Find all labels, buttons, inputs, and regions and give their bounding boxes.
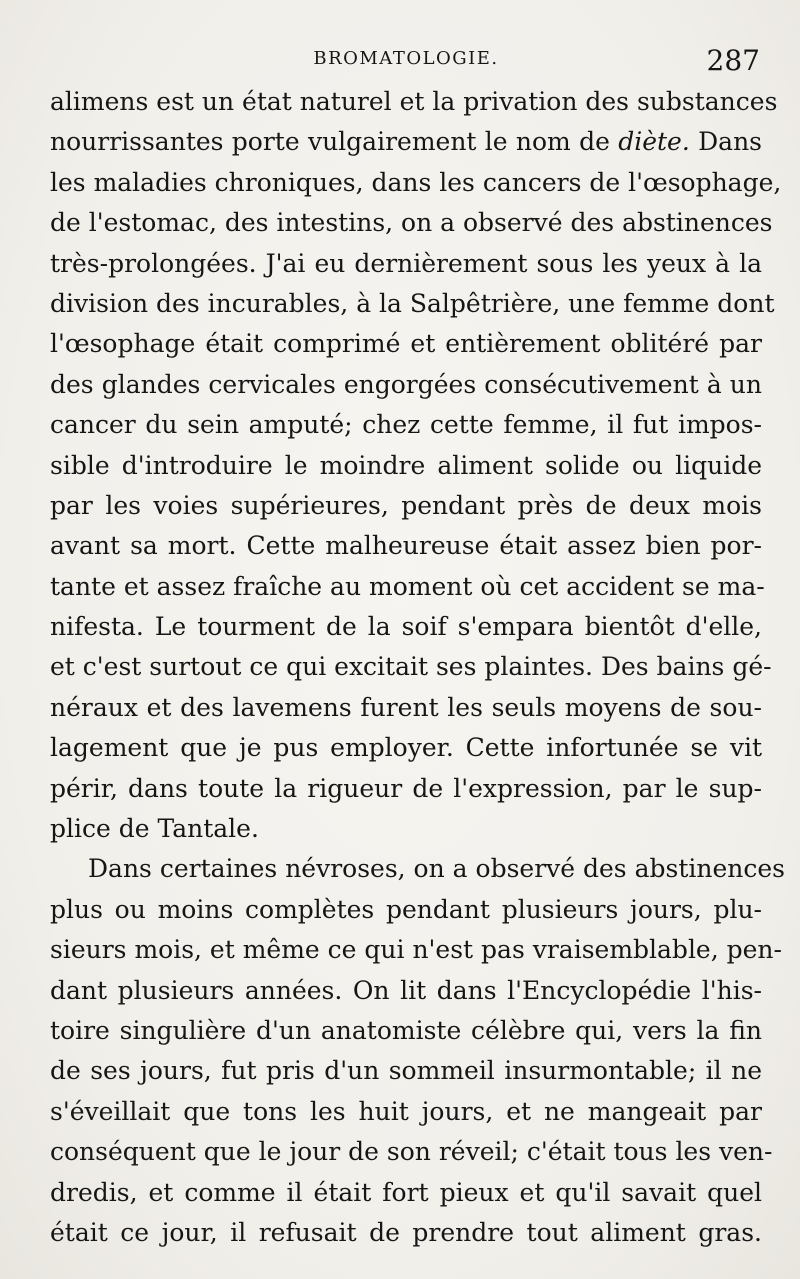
text-fragment: nourrissantes porte vulgairement le nom de <box>50 127 610 157</box>
text-line: était ce jour, il refusait de prendre tout aliment gras. <box>50 1217 762 1247</box>
text-line: sieurs mois, et même ce qui n'est pas vraisemblable, pen- <box>50 935 782 965</box>
text-line: périr, dans toute la rigueur de l'expression, par le sup- <box>50 773 762 803</box>
text-line: alimens est un état naturel et la privation des substances <box>50 87 778 116</box>
text-line: très-prolongées. J'ai eu dernièrement sous les yeux à la <box>50 248 762 278</box>
text-line: cancer du sein amputé; chez cette femme, il fut impos- <box>50 410 762 440</box>
text-line: avant sa mort. Cette malheureuse était assez bien por- <box>50 531 762 561</box>
text-line: l'œsophage était comprimé et entièrement oblitéré par <box>50 329 762 359</box>
text-line: plus ou moins complètes pendant plusieurs jours, plu- <box>50 894 762 924</box>
body-text <box>50 82 785 1253</box>
text-line: s'éveillait que tons les huit jours, et ne mangeait par <box>50 1096 762 1126</box>
text-line: sible d'introduire le moindre aliment solide ou liquide <box>50 450 762 480</box>
text-line: et c'est surtout ce qui excitait ses plaintes. Des bains gé- <box>50 652 772 682</box>
text-line: nifesta. Le tourment de la soif s'empara bientôt d'elle, <box>50 612 762 642</box>
running-title: BROMATOLOGIE. <box>313 48 499 69</box>
italic-term: diète. <box>618 127 690 157</box>
running-head <box>52 44 760 80</box>
text-fragment: Dans <box>698 127 763 157</box>
text-line: toire singulière d'un anatomiste célèbre qui, vers la fin <box>50 1015 762 1045</box>
text-line: tante et assez fraîche au moment où cet accident se ma- <box>50 571 765 601</box>
text-line: néraux et des lavemens furent les seuls moyens de sou- <box>50 692 762 722</box>
text-line: dredis, et comme il était fort pieux et qu'il savait quel <box>50 1177 762 1207</box>
text-line: de l'estomac, des intestins, on a observé des abstinences <box>50 208 773 238</box>
text-line: les maladies chroniques, dans les cancers de l'œsophage, <box>50 167 782 197</box>
text-line: division des incurables, à la Salpêtrière, une femme dont <box>50 288 775 318</box>
page-number: 287 <box>706 44 760 77</box>
text-line: par les voies supérieures, pendant près de deux mois <box>50 490 762 520</box>
text-line: conséquent que le jour de son réveil; c'était tous les ven- <box>50 1137 773 1167</box>
text-line: des glandes cervicales engorgées consécutivement à un <box>50 369 762 399</box>
text-line: de ses jours, fut pris d'un sommeil insurmontable; il ne <box>50 1056 762 1086</box>
text-line: plice de Tantale. <box>50 814 259 844</box>
text-line: dant plusieurs années. On lit dans l'Encyclopédie l'his- <box>50 975 762 1005</box>
paragraph-first-line: Dans certaines névroses, on a observé des abstinences <box>88 854 785 884</box>
text-line <box>50 122 762 162</box>
text-line: lagement que je pus employer. Cette infortunée se vit <box>50 733 762 763</box>
